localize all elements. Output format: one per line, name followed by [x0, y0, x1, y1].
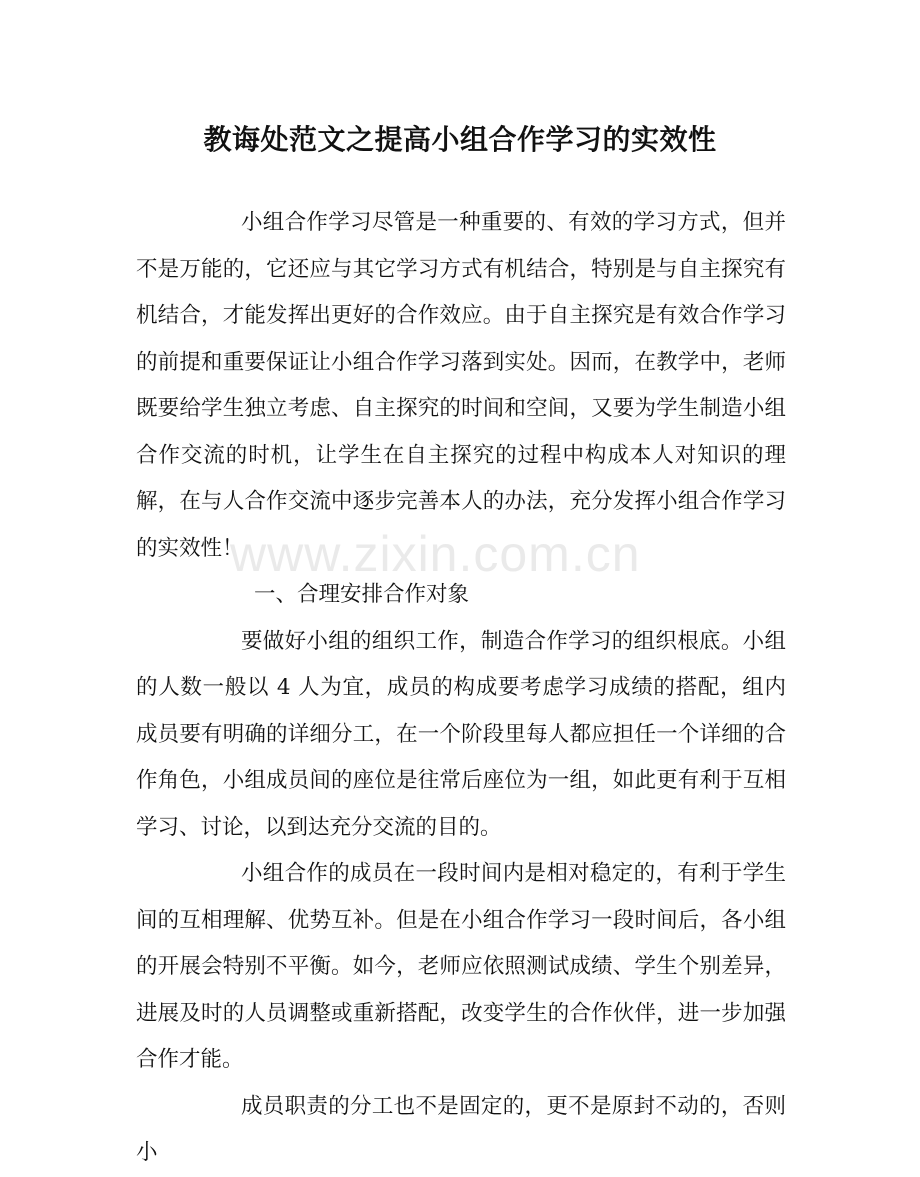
paragraph: 要做好小组的组织工作，制造合作学习的组织根底。小组的人数一般以 4 人为宜，成员的构成要考虑学习成绩的搭配，组内成员要有明确的详细分工，在一个阶段里每人都应担任一个详细的合作角色，小组成员间的座位是往常后座位为一组，如此更有利于互相学习、讨论，以到达充分交流的目的。	[136, 628, 786, 840]
document-title: 教诲处范文之提高小组合作学习的实效性	[203, 123, 717, 156]
watermark: www.zixin.com.cn	[230, 526, 641, 582]
section-heading: 一、合理安排合作对象	[254, 582, 470, 607]
document-body	[136, 200, 786, 1177]
paragraph: 小组合作学习尽管是一种重要的、有效的学习方式，但并不是万能的，它还应与其它学习方式有机结合，特别是与自主探究有机结合，才能发挥出更好的合作效应。由于自主探究是有效合作学习的前提和重要保证让小组合作学习落到实处。因而，在教学中，老师既要给学生独立考虑、自主探究的时间和空间，又要为学生制造小组合作交流的时机，让学生在自主探究的过程中构成本人对知识的理解，在与人合作交流中逐步完善本人的办法，充分发挥小组合作学习的实效性！	[136, 210, 786, 561]
paragraph: 成员职责的分工也不是固定的，更不是原封不动的，否则小	[136, 1093, 786, 1165]
paragraph: 小组合作的成员在一段时间内是相对稳定的，有利于学生间的互相理解、优势互补。但是在小组合作学习一段时间后，各小组的开展会特别不平衡。如今，老师应依照测试成绩、学生个别差异，进展及时的人员调整或重新搭配，改变学生的合作伙伴，进一步加强合作才能。	[136, 861, 786, 1072]
